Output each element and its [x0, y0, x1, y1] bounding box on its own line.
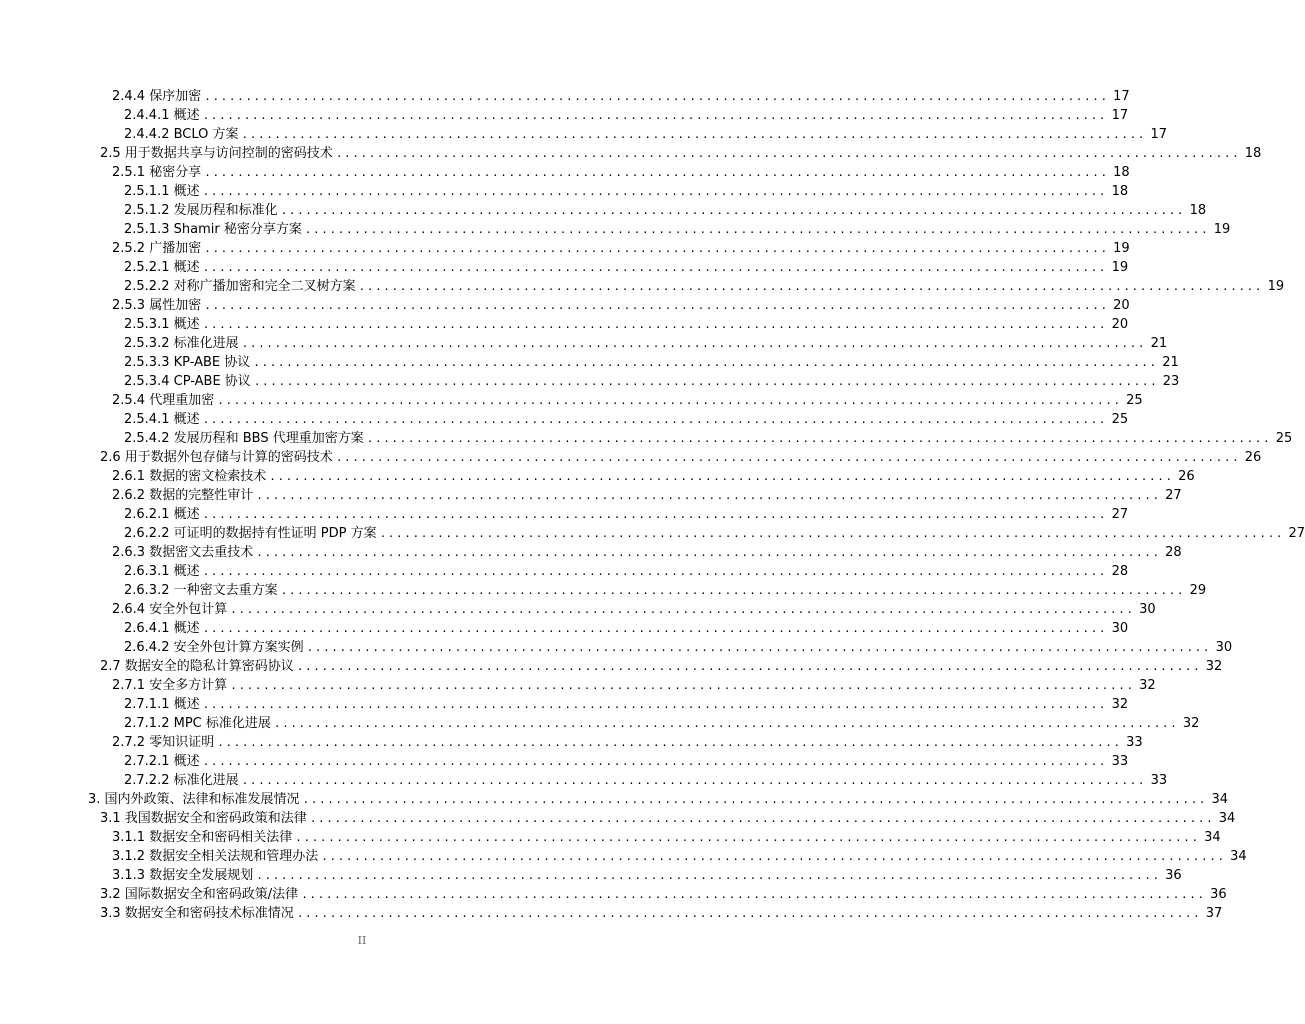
toc-entry-page: 17: [1111, 108, 1129, 123]
toc-entry-title: 2.5.3.2 标准化进展: [124, 336, 239, 351]
toc-entry[interactable]: [88, 790, 1229, 808]
toc-entry-title: 2.5.2.2 对称广播加密和完全二叉树方案: [124, 279, 356, 294]
toc-entry-title: 2.7.1.2 MPC 标准化进展: [124, 716, 271, 731]
toc-leader-dots: ..............................................................................................................: [366, 432, 1272, 445]
toc-entry-title: 2.7.2.2 标准化进展: [124, 773, 239, 788]
toc-entry-title: 3. 国内外政策、法律和标准发展情况: [88, 792, 300, 807]
toc-entry[interactable]: [100, 448, 1262, 466]
toc-entry-title: 2.6.2.2 可证明的数据持有性证明 PDP 方案: [124, 526, 377, 541]
toc-leader-dots: ..............................................................................................................: [217, 736, 1122, 749]
toc-entry-page: 27: [1111, 507, 1129, 522]
toc-entry-page: 19: [1113, 241, 1130, 256]
toc-entry-page: 37: [1205, 906, 1223, 921]
toc-entry-title: 2.4.4.1 概述: [124, 108, 200, 123]
toc-entry-page: 27: [1165, 488, 1182, 503]
toc-entry[interactable]: [124, 182, 1129, 200]
toc-entry-title: 2.7.2 零知识证明: [112, 735, 215, 750]
toc-leader-dots: ..............................................................................................................: [256, 869, 1161, 882]
toc-entry-title: 2.5.4.2 发展历程和 BBS 代理重加密方案: [124, 431, 364, 446]
toc-entry[interactable]: [124, 220, 1231, 238]
toc-leader-dots: ..............................................................................................................: [204, 90, 1109, 103]
toc-entry-page: 34: [1230, 849, 1247, 864]
toc-entry-page: 34: [1211, 792, 1229, 807]
toc-entry[interactable]: [112, 600, 1156, 618]
toc-leader-dots: ..............................................................................................................: [202, 413, 1108, 426]
toc-leader-dots: ..............................................................................................................: [273, 717, 1179, 730]
toc-entry[interactable]: [112, 391, 1143, 409]
toc-entry[interactable]: [112, 163, 1130, 181]
toc-leader-dots: ..............................................................................................................: [335, 451, 1241, 464]
toc-leader-dots: ..............................................................................................................: [204, 242, 1109, 255]
toc-leader-dots: ..............................................................................................................: [256, 489, 1161, 502]
toc-entry-page: 25: [1111, 412, 1129, 427]
toc-entry[interactable]: [124, 372, 1180, 390]
toc-entry-page: 18: [1113, 165, 1130, 180]
toc-entry[interactable]: [112, 239, 1130, 257]
toc-entry-page: 30: [1111, 621, 1129, 636]
toc-entry[interactable]: [112, 296, 1130, 314]
toc-entry-page: 26: [1244, 450, 1262, 465]
toc-entry[interactable]: [124, 334, 1168, 352]
toc-leader-dots: ..............................................................................................................: [241, 128, 1147, 141]
toc-entry-page: 19: [1213, 222, 1231, 237]
toc-entry-title: 3.1.2 数据安全相关法规和管理办法: [112, 849, 319, 864]
toc-entry-title: 2.5 用于数据共享与访问控制的密码技术: [100, 146, 333, 161]
toc-entry-title: 2.5.3 属性加密: [112, 298, 202, 313]
toc-entry-page: 18: [1189, 203, 1207, 218]
toc-entry[interactable]: [124, 429, 1293, 447]
toc-leader-dots: ..............................................................................................................: [217, 394, 1122, 407]
toc-entry-title: 2.4.4.2 BCLO 方案: [124, 127, 239, 142]
toc-leader-dots: ..............................................................................................................: [256, 546, 1161, 559]
toc-entry-page: 27: [1288, 526, 1305, 541]
toc-entry[interactable]: [124, 638, 1233, 656]
toc-entry-title: 2.7.1 安全多方计算: [112, 678, 228, 693]
toc-entry[interactable]: [112, 676, 1156, 694]
toc-leader-dots: ..............................................................................................................: [280, 204, 1186, 217]
toc-entry-title: 2.6.1 数据的密文检索技术: [112, 469, 267, 484]
toc-entry[interactable]: [112, 866, 1182, 884]
toc-entry-title: 2.5.3.3 KP-ABE 协议: [124, 355, 251, 370]
toc-entry[interactable]: [124, 106, 1129, 124]
toc-entry-title: 2.6.3.1 概述: [124, 564, 200, 579]
toc-entry-title: 2.7.1.1 概述: [124, 697, 200, 712]
toc-leader-dots: ..............................................................................................................: [230, 679, 1135, 692]
toc-entry[interactable]: [124, 410, 1129, 428]
toc-entry[interactable]: [112, 467, 1195, 485]
toc-entry-page: 33: [1111, 754, 1129, 769]
toc-leader-dots: ..............................................................................................................: [309, 812, 1215, 825]
toc-entry-page: 28: [1165, 545, 1182, 560]
toc-entry-page: 32: [1182, 716, 1200, 731]
toc-entry-title: 2.5.2.1 概述: [124, 260, 200, 275]
toc-entry-page: 33: [1126, 735, 1143, 750]
toc-leader-dots: ..............................................................................................................: [304, 223, 1210, 236]
toc-leader-dots: ..............................................................................................................: [379, 527, 1285, 540]
toc-entry[interactable]: [124, 581, 1207, 599]
toc-leader-dots: ..............................................................................................................: [306, 641, 1212, 654]
toc-entry-page: 17: [1113, 89, 1130, 104]
toc-entry-title: 2.5.3.4 CP-ABE 协议: [124, 374, 251, 389]
toc-entry-page: 19: [1267, 279, 1285, 294]
toc-leader-dots: ..............................................................................................................: [202, 185, 1108, 198]
toc-entry[interactable]: [100, 885, 1227, 903]
toc-entry-page: 25: [1126, 393, 1143, 408]
toc-entry[interactable]: [100, 144, 1262, 162]
toc-leader-dots: ..............................................................................................................: [335, 147, 1241, 160]
toc-entry-title: 2.6.3.2 一种密文去重方案: [124, 583, 278, 598]
toc-entry-page: 32: [1111, 697, 1129, 712]
toc-entry-page: 32: [1205, 659, 1223, 674]
toc-entry-title: 3.3 数据安全和密码技术标准情况: [100, 906, 294, 921]
toc-leader-dots: ..............................................................................................................: [253, 375, 1159, 388]
toc-entry-page: 29: [1189, 583, 1207, 598]
toc-leader-dots: ..............................................................................................................: [230, 603, 1135, 616]
toc-entry[interactable]: [124, 524, 1305, 542]
toc-entry[interactable]: [112, 733, 1143, 751]
toc-entry-title: 2.5.3.1 概述: [124, 317, 200, 332]
toc-entry[interactable]: [124, 695, 1129, 713]
toc-leader-dots: ..............................................................................................................: [202, 755, 1108, 768]
toc-leader-dots: ..............................................................................................................: [280, 584, 1186, 597]
toc-entry-page: 26: [1178, 469, 1195, 484]
toc-entry[interactable]: [124, 277, 1285, 295]
toc-leader-dots: ..............................................................................................................: [296, 660, 1202, 673]
toc-leader-dots: ..............................................................................................................: [301, 888, 1206, 901]
toc-entry[interactable]: [112, 486, 1182, 504]
toc-entry-title: 2.6.2.1 概述: [124, 507, 200, 522]
toc-leader-dots: ..............................................................................................................: [358, 280, 1264, 293]
toc-entry-page: 17: [1150, 127, 1168, 142]
toc-entry[interactable]: [124, 771, 1168, 789]
toc-entry-title: 2.6 用于数据外包存储与计算的密码技术: [100, 450, 333, 465]
toc-leader-dots: ..............................................................................................................: [202, 622, 1108, 635]
toc-entry-title: 3.1 我国数据安全和密码政策和法律: [100, 811, 307, 826]
toc-entry[interactable]: [124, 258, 1129, 276]
toc-entry[interactable]: [100, 657, 1223, 675]
toc-entry-title: 2.4.4 保序加密: [112, 89, 202, 104]
toc-leader-dots: ..............................................................................................................: [202, 565, 1108, 578]
toc-entry[interactable]: [100, 809, 1236, 827]
toc-leader-dots: ..............................................................................................................: [253, 356, 1158, 369]
toc-leader-dots: ..............................................................................................................: [204, 299, 1109, 312]
toc-entry-page: 20: [1113, 298, 1130, 313]
toc-entry-title: 2.5.4.1 概述: [124, 412, 200, 427]
toc-leader-dots: ..............................................................................................................: [202, 698, 1108, 711]
toc-entry-title: 2.5.1.1 概述: [124, 184, 200, 199]
toc-entry-page: 34: [1218, 811, 1236, 826]
toc-entry-title: 2.5.1 秘密分享: [112, 165, 202, 180]
toc-entry-page: 21: [1162, 355, 1179, 370]
toc-leader-dots: ..............................................................................................................: [202, 508, 1108, 521]
toc-entry-page: 30: [1139, 602, 1156, 617]
toc-entry-page: 19: [1111, 260, 1129, 275]
toc-entry[interactable]: [124, 315, 1129, 333]
toc-leader-dots: ..............................................................................................................: [202, 109, 1108, 122]
toc-entry-page: 28: [1111, 564, 1129, 579]
toc-entry-page: 32: [1139, 678, 1156, 693]
toc-entry[interactable]: [124, 505, 1129, 523]
toc-entry-page: 33: [1150, 773, 1168, 788]
toc-entry[interactable]: [124, 619, 1129, 637]
toc-entry-page: 25: [1275, 431, 1293, 446]
toc-leader-dots: ..............................................................................................................: [269, 470, 1174, 483]
toc-entry[interactable]: [100, 904, 1223, 922]
toc-entry[interactable]: [112, 87, 1130, 105]
toc-entry[interactable]: [124, 201, 1207, 219]
toc-entry-page: 36: [1210, 887, 1227, 902]
toc-entry[interactable]: [112, 847, 1247, 865]
toc-entry-title: 3.1.3 数据安全发展规划: [112, 868, 254, 883]
toc-entry-page: 18: [1111, 184, 1129, 199]
toc-entry[interactable]: [124, 562, 1129, 580]
toc-entry-title: 2.6.2 数据的完整性审计: [112, 488, 254, 503]
toc-entry-title: 3.1.1 数据安全和密码相关法律: [112, 830, 293, 845]
toc-entry[interactable]: [124, 714, 1200, 732]
toc-entry-page: 23: [1162, 374, 1180, 389]
toc-entry[interactable]: [124, 752, 1129, 770]
toc-leader-dots: ..............................................................................................................: [321, 850, 1226, 863]
toc-entry-title: 2.7 数据安全的隐私计算密码协议: [100, 659, 294, 674]
toc-entry-title: 2.5.4 代理重加密: [112, 393, 215, 408]
toc-leader-dots: ..............................................................................................................: [241, 337, 1147, 350]
toc-entry-page: 30: [1215, 640, 1233, 655]
toc-entry-title: 2.5.1.2 发展历程和标准化: [124, 203, 278, 218]
toc-entry-title: 2.6.4.1 概述: [124, 621, 200, 636]
toc-entry-page: 34: [1204, 830, 1221, 845]
toc-entry[interactable]: [124, 353, 1179, 371]
toc-entry-title: 2.6.3 数据密文去重技术: [112, 545, 254, 560]
toc-entry[interactable]: [124, 125, 1168, 143]
toc-entry[interactable]: [112, 543, 1182, 561]
toc-leader-dots: ..............................................................................................................: [241, 774, 1147, 787]
toc-entry-page: 36: [1165, 868, 1182, 883]
toc-entry-page: 20: [1111, 317, 1129, 332]
toc-entry-title: 2.6.4.2 安全外包计算方案实例: [124, 640, 304, 655]
toc-entry-page: 18: [1244, 146, 1262, 161]
toc-leader-dots: ..............................................................................................................: [302, 793, 1208, 806]
toc-leader-dots: ..............................................................................................................: [295, 831, 1200, 844]
toc-entry-title: 2.5.1.3 Shamir 秘密分享方案: [124, 222, 302, 237]
toc-leader-dots: ..............................................................................................................: [296, 907, 1202, 920]
toc-leader-dots: ..............................................................................................................: [202, 261, 1108, 274]
toc-entry-title: 2.6.4 安全外包计算: [112, 602, 228, 617]
toc-entry-title: 2.7.2.1 概述: [124, 754, 200, 769]
toc-leader-dots: ..............................................................................................................: [202, 318, 1108, 331]
page-number: II: [357, 934, 367, 947]
toc-entry-page: 21: [1150, 336, 1168, 351]
toc-leader-dots: ..............................................................................................................: [204, 166, 1109, 179]
toc-entry-title: 2.5.2 广播加密: [112, 241, 202, 256]
toc-entry-title: 3.2 国际数据安全和密码政策/法律: [100, 887, 299, 902]
toc-entry[interactable]: [112, 828, 1221, 846]
